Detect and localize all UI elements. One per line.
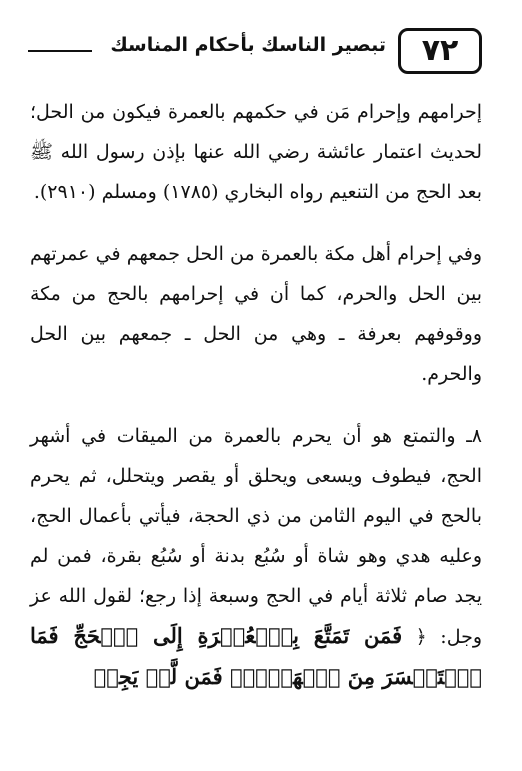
page-header [28,28,482,74]
book-title: تبصير الناسك بأحكام المناسك [110,34,386,56]
quran-open-bracket: ﴿ [415,626,427,648]
paragraph-1: إحرامهم وإحرام مَن في حكمهم بالعمرة فيكون من الحل؛ لحديث اعتمار عائشة رضي الله عنها بإذن رسول الله ﷺ بعد الحج من التنعيم رواه البخاري (١٧٨٥) ومسلم (٢٩١٠). [30,101,482,203]
paragraph-3 [30,416,482,698]
header-rule [28,50,92,52]
page-body [30,92,482,698]
quran-verse: فَمَن تَمَتَّعَ بِٱلۡعُمۡرَةِ إِلَى ٱلۡحَجِّ فَمَا ٱسۡتَيۡسَرَ مِنَ ٱلۡهَدۡيِۚ فَمَن لَّمۡ يَجِدۡ [30,623,482,689]
paragraph-3-text: ٨ـ والتمتع هو أن يحرم بالعمرة من الميقات في أشهر الحج، فيطوف ويسعى ويحلق أو يقصر ويتحلل، ثم يحرم بالحج في اليوم الثامن من ذي الحجة، فيأتي بأعمال الحج، وعليه هدي وهو شاة أو سُبُع بدنة أو سُبُع بقرة، فمن لم يجد صام ثلاثة أيام في الحج وسبعة إذا رجع؛ لقول الله عز وجل: [30,425,483,648]
page-number-box: ٧٢ [398,28,482,74]
paragraph-2: وفي إحرام أهل مكة بالعمرة من الحل جمعهم في عمرتهم بين الحل والحرم، كما أن في إحرامهم بالحج من مكة ووقوفهم بعرفة ـ وهي من الحل ـ جمعهم بين الحل والحرم. [30,243,482,385]
